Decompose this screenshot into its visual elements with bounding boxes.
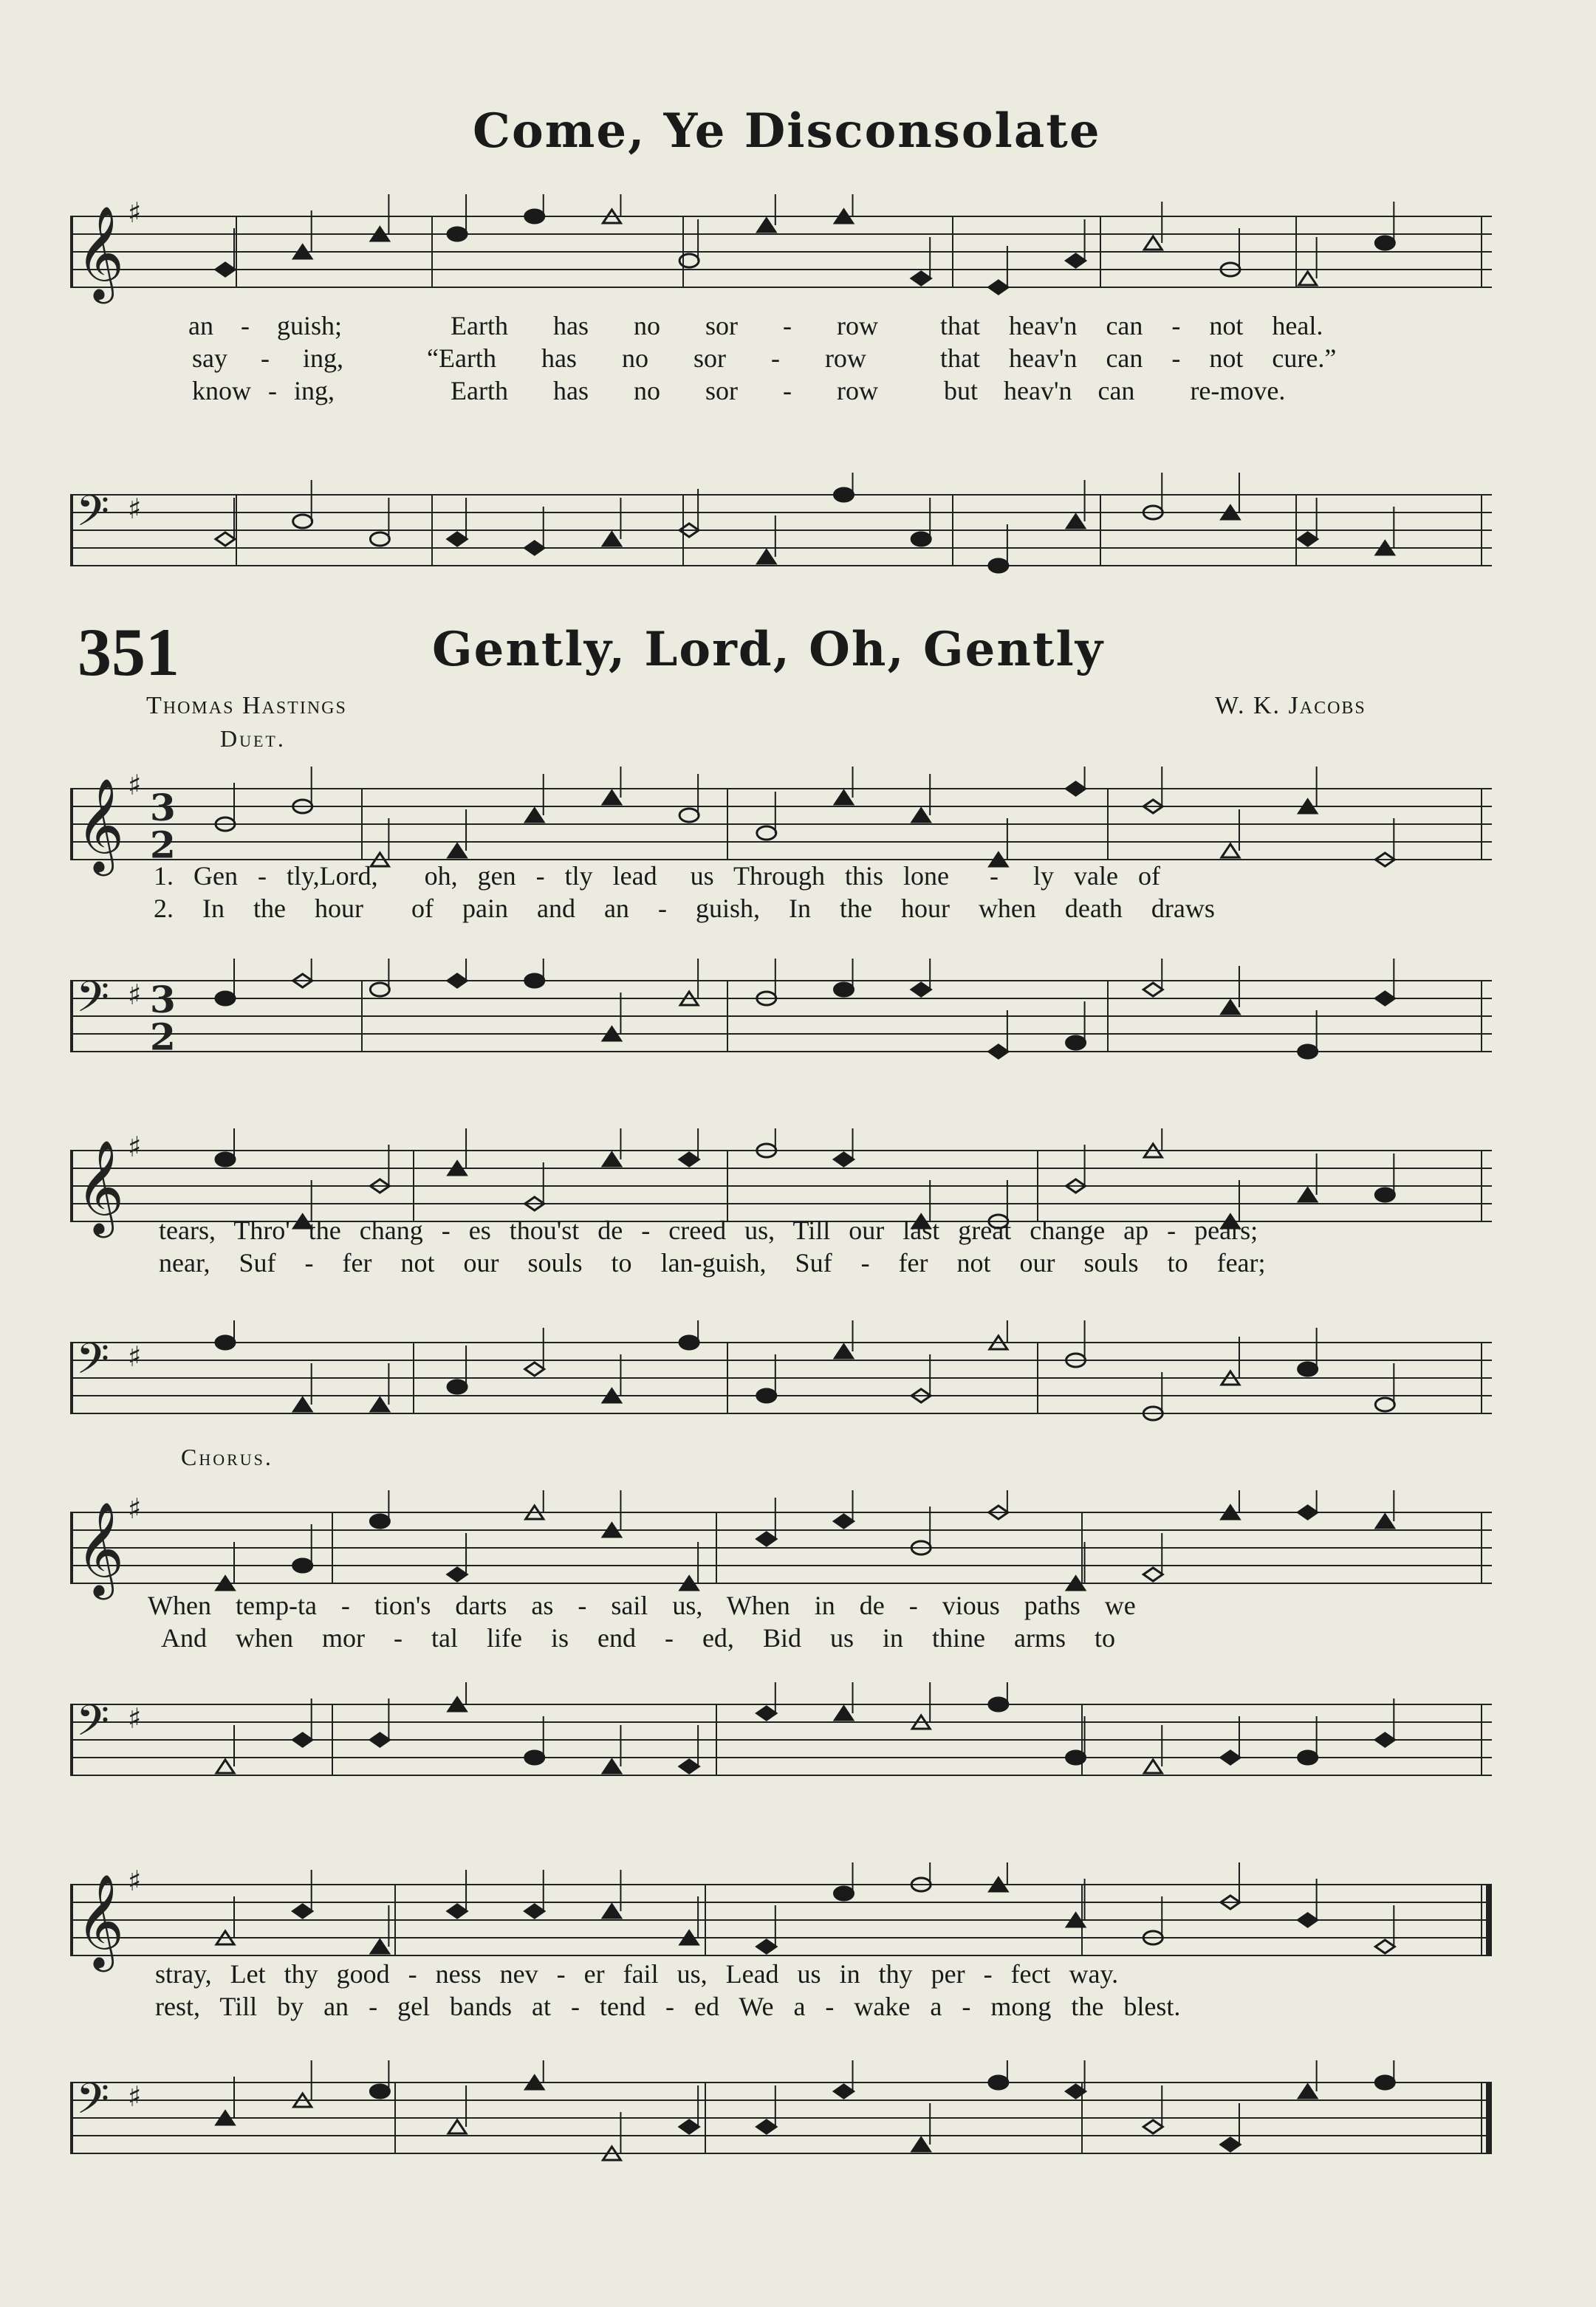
bass-staff [70,1682,1492,1797]
hymn-number: 351 [78,614,179,690]
bass-staff [70,1320,1492,1436]
lyric-line: Earth has no sor - row [451,376,878,405]
prev-hymn-title: Come, Ye Disconsolate [473,103,1101,159]
lyric-line: know - ing, [192,376,335,405]
svg-text:3: 3 [150,786,176,830]
svg-text:𝄞: 𝄞 [76,1873,125,1968]
lyric-line: that heav'n can - not heal. [940,311,1323,340]
svg-text:𝄞: 𝄞 [76,777,125,872]
lyric-line-verse-1: 1. Gen - tly,Lord, oh, gen - tly lead us Through this lone - ly vale of [154,861,1160,891]
svg-text:♯: ♯ [128,1492,142,1525]
lyric-line: “Earth has no sor - row [427,343,866,373]
svg-text:♯: ♯ [128,2080,142,2113]
svg-text:♯: ♯ [128,978,142,1011]
svg-text:♯: ♯ [128,493,142,525]
svg-text:𝄢: 𝄢 [76,971,110,1032]
svg-text:♯: ♯ [128,1131,142,1163]
lyric-line: but heav'n can re-move. [944,376,1286,405]
lyric-line: Earth has no sor - row [451,311,878,340]
svg-text:♯: ♯ [128,769,142,801]
svg-text:𝄞: 𝄞 [76,1139,125,1234]
bass-staff [70,959,1492,1074]
bass-staff [70,2060,1492,2176]
svg-text:2: 2 [150,1015,176,1059]
svg-text:♯: ♯ [128,1865,142,1897]
hymn-composer: W. K. Jacobs [1215,692,1366,719]
lyric-line: an - guish; [188,311,342,340]
lyric-line-verse-2: 2. In the hour of pain and an - guish, In the hour when death draws [154,894,1215,923]
hymn-title: Gently, Lord, Oh, Gently [432,622,1104,677]
bass-staff [70,473,1492,588]
svg-text:𝄞: 𝄞 [76,205,125,300]
hymn-author: Thomas Hastings [146,692,347,719]
lyric-line: say - ing, [192,343,344,373]
svg-text:♯: ♯ [128,1702,142,1735]
svg-text:𝄢: 𝄢 [76,1695,110,1756]
svg-text:𝄢: 𝄢 [76,485,110,546]
chorus-marking: Chorus. [181,1444,273,1470]
lyric-line-verse-1: stray, Let thy good - ness nev - er fail us, Lead us in thy per - fect way. [155,1959,1119,1989]
treble-staff [70,1490,1492,1605]
duet-marking: Duet. [220,725,286,752]
svg-text:♯: ♯ [128,1340,142,1373]
lyric-line-verse-1: tears, Thro' the chang - es thou'st de - creed us, Till our last great change ap - pears; [159,1216,1258,1245]
svg-text:♯: ♯ [128,196,142,229]
svg-text:𝄞: 𝄞 [76,1501,125,1596]
svg-text:𝄢: 𝄢 [76,2073,110,2134]
lyric-line-verse-2: near, Suf - fer not our souls to lan-guish, Suf - fer not our souls to fear; [159,1248,1266,1278]
lyric-line-verse-1: When temp-ta - tion's darts as - sail us, When in de - vious paths we [148,1591,1136,1620]
svg-text:3: 3 [150,978,176,1022]
treble-staff [70,194,1492,309]
lyric-line-verse-2: rest, Till by an - gel bands at - tend - ed We a - wake a - mong the blest. [155,1992,1181,2021]
lyric-line-verse-2: And when mor - tal life is end - ed, Bid us in thine arms to [161,1623,1115,1653]
lyric-line: that heav'n can - not cure.” [940,343,1337,373]
svg-text:𝄢: 𝄢 [76,1333,110,1394]
svg-text:2: 2 [150,823,176,867]
